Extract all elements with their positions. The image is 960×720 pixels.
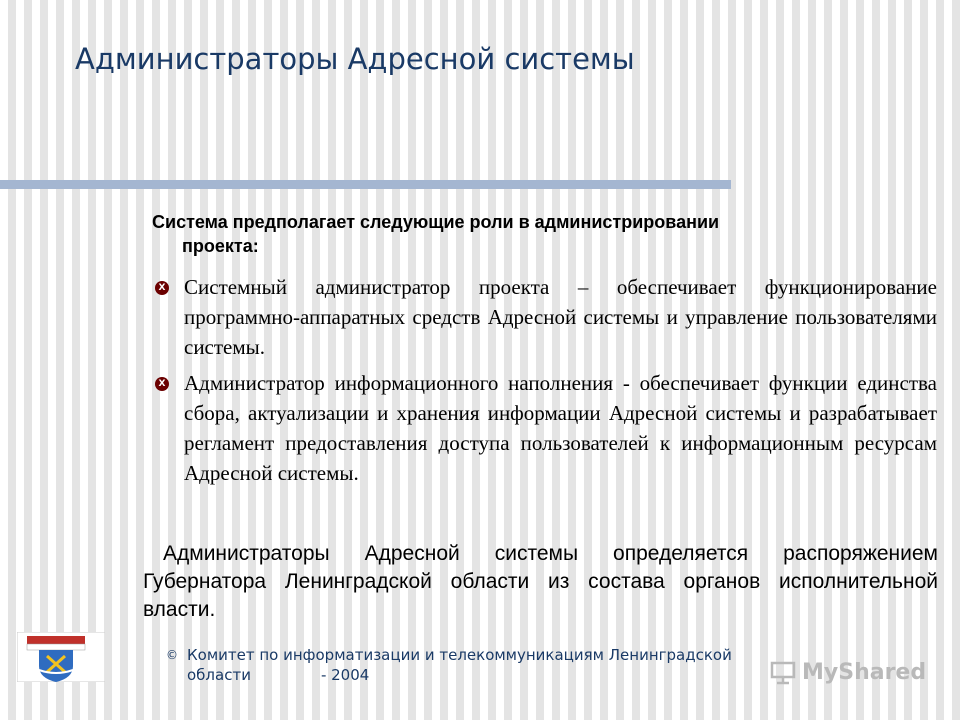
intro-paragraph [152, 210, 937, 258]
list-item [155, 368, 937, 488]
role-description: Системный администратор проекта – обеспечивает функционирование программно-аппаратных средств Адресной системы и управление пользователями системы. [184, 275, 937, 359]
footer-region: области [187, 666, 251, 684]
footer-credit [187, 645, 857, 685]
watermark-text: MyShared [802, 660, 927, 685]
footer-year: - 2004 [320, 666, 370, 684]
watermark [770, 660, 926, 685]
intro-line-2: проекта: [182, 236, 259, 256]
copyright-icon: © [166, 648, 178, 662]
role-description: Администратор информационного наполнения - обеспечивает функции единства сбора, актуализации и хранения информации Адресной системы и разрабатывает регламент предоставления доступа пользователей к информационным ресурсам Адресной системы. [184, 371, 937, 485]
title-divider [0, 180, 731, 189]
footer-line-2 [187, 665, 857, 685]
presentation-board-icon [770, 661, 796, 685]
roles-list [155, 272, 937, 494]
intro-line-1: Система предполагает следующие роли в администрировании [152, 212, 720, 232]
list-item [155, 272, 937, 362]
summary-paragraph: Администраторы Адресной системы определяется распоряжением Губернатора Ленинградской области из состава органов исполнительной власти. [143, 542, 938, 621]
leningrad-region-emblem-icon [17, 632, 105, 682]
roman-numeral-bullet-icon: Ⅹ [155, 281, 169, 295]
footer-line-1: Комитет по информатизации и телекоммуникациям Ленинградской [187, 646, 732, 664]
roman-numeral-bullet-icon: Ⅹ [155, 377, 169, 391]
slide-title: Администраторы Адресной системы [75, 42, 635, 76]
